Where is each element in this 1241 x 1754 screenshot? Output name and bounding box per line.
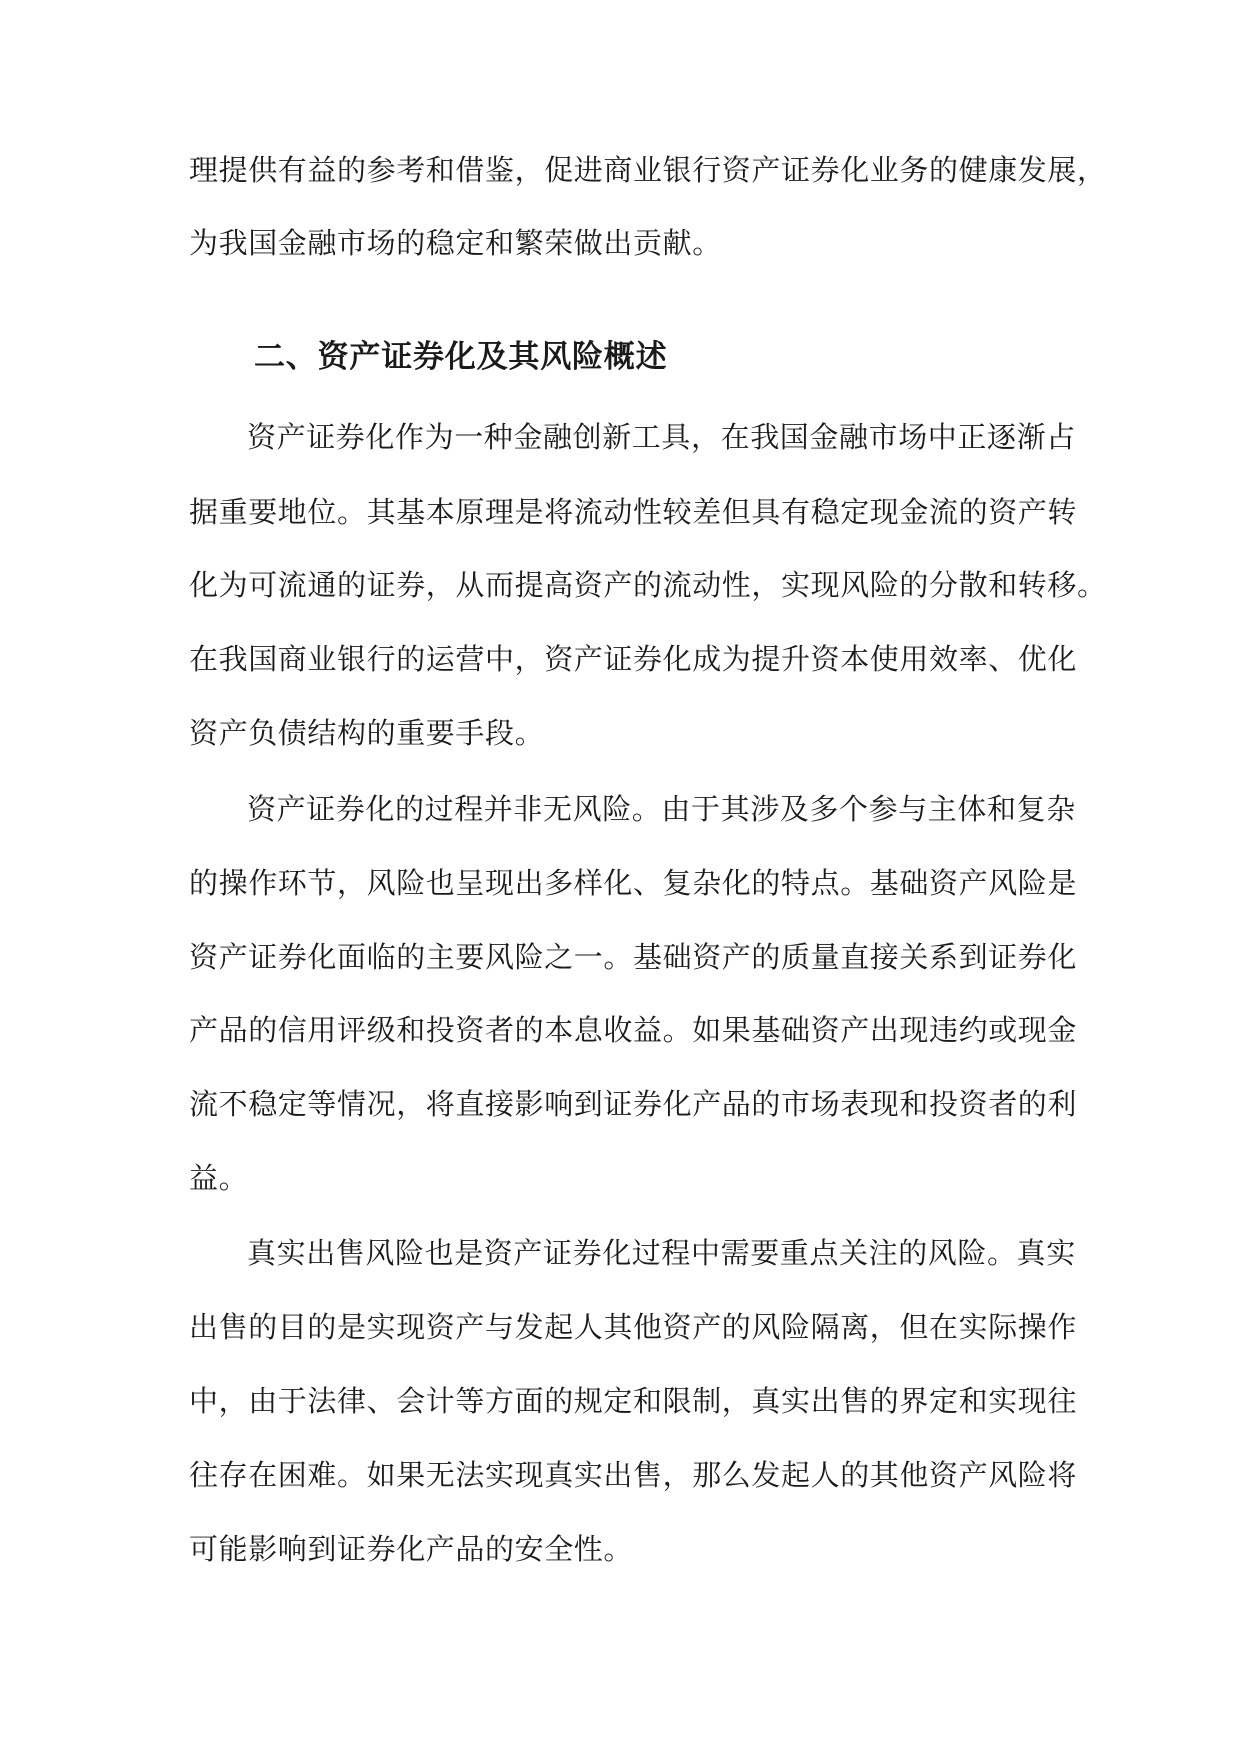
paragraph3-line-3: 中，由于法律、会计等方面的规定和限制，真实出售的界定和实现往 [189,1384,1078,1418]
paragraph2-line-5: 流不稳定等情况，将直接影响到证券化产品的市场表现和投资者的利 [189,1087,1078,1121]
paragraph3-line-4: 往存在困难。如果无法实现真实出售，那么发起人的其他资产风险将 [189,1458,1078,1492]
paragraph2-line-1: 资产证券化的过程并非无风险。由于其涉及多个参与主体和复杂 [247,792,1076,826]
paragraph1-line-1: 资产证券化作为一种金融创新工具，在我国金融市场中正逐渐占 [247,420,1076,454]
paragraph2-line-3: 资产证券化面临的主要风险之一。基础资产的质量直接关系到证券化 [189,940,1078,974]
paragraph1-line-2: 据重要地位。其基本原理是将流动性较差但具有稳定现金流的资产转 [189,495,1078,529]
intro-line-2: 为我国金融市场的稳定和繁荣做出贡献。 [189,226,722,260]
paragraph3-line-1: 真实出售风险也是资产证券化过程中需要重点关注的风险。真实 [247,1236,1076,1270]
paragraph1-line-3: 化为可流通的证券，从而提高资产的流动性，实现风险的分散和转移。 [189,568,1107,602]
intro-line-1: 理提供有益的参考和借鉴，促进商业银行资产证券化业务的健康发展， [189,153,1107,187]
paragraph3-line-2: 出售的目的是实现资产与发起人其他资产的风险隔离，但在实际操作 [189,1310,1078,1344]
paragraph1-line-5: 资产负债结构的重要手段。 [189,716,545,750]
paragraph2-line-2: 的操作环节，风险也呈现出多样化、复杂化的特点。基础资产风险是 [189,866,1078,900]
section-heading: 二、资产证券化及其风险概述 [254,339,668,375]
paragraph2-line-6: 益。 [189,1161,249,1195]
paragraph3-line-5: 可能影响到证券化产品的安全性。 [189,1532,634,1566]
paragraph1-line-4: 在我国商业银行的运营中，资产证券化成为提升资本使用效率、优化 [189,642,1078,676]
paragraph2-line-4: 产品的信用评级和投资者的本息收益。如果基础资产出现违约或现金 [189,1013,1078,1047]
